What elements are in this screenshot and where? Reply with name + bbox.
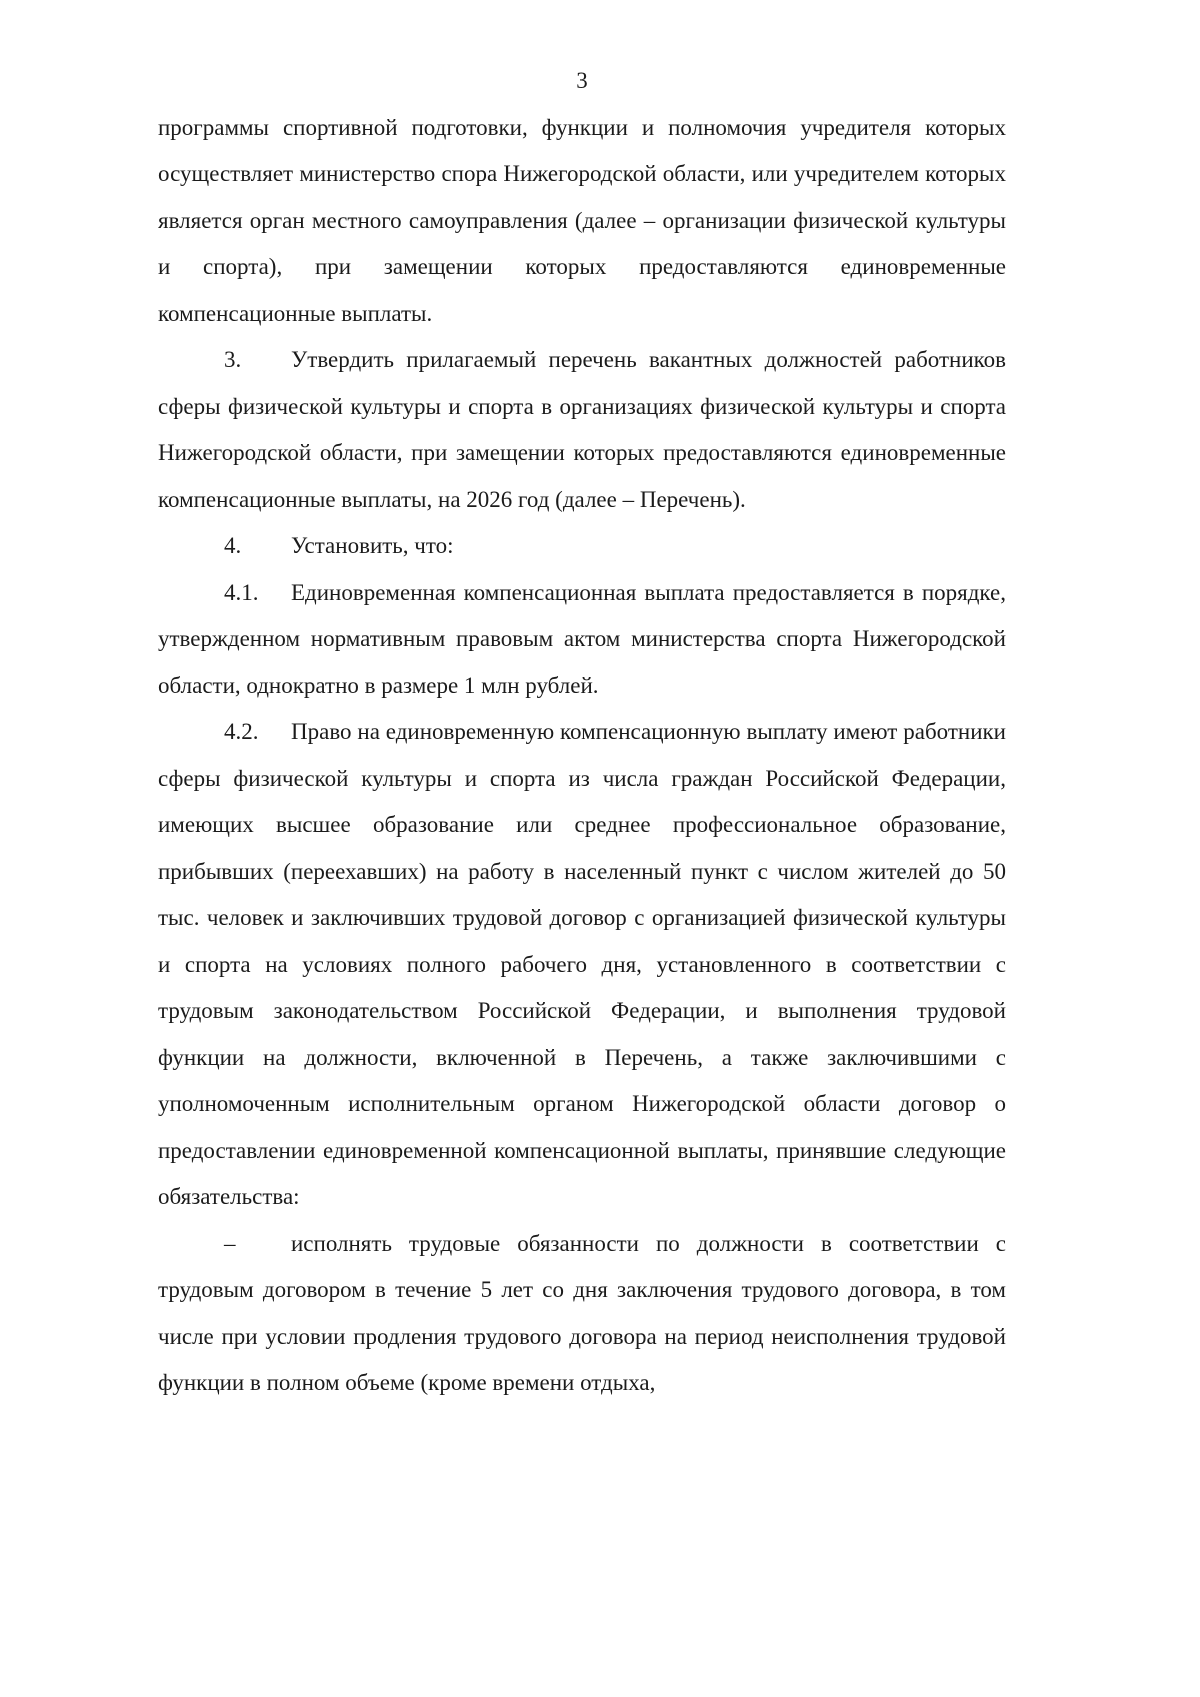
- paragraph-text: исполнять трудовые обязанности по должности в соответствии с трудовым договором в течение 5 лет со дня заключения трудового договора, в том числе при условии продления трудового договора на период неисполнения трудовой функции в полном объеме (кроме времени отдыха,: [158, 1230, 1006, 1395]
- paragraph-number: 3.: [224, 347, 242, 372]
- paragraph-number: 4.: [224, 533, 242, 558]
- paragraph-number: 4.1.: [224, 579, 259, 605]
- page-number: 3: [576, 68, 588, 93]
- paragraph: [158, 337, 1006, 523]
- paragraph: [158, 105, 1006, 338]
- paragraph: [158, 709, 1006, 1221]
- paragraph-text: Право на единовременную компенсационную выплату имеют работники сферы физической культуры и спорта из числа граждан Российской Федерации, имеющих высшее образование или среднее профессиональное образование, прибывших (переехавших) на работу в населенный пункт с числом жителей до 50 тыс. человек и заключивших трудовой договор с организацией физической культуры и спорта на условиях полного рабочего дня, установленного в соответствии с трудовым законодательством Российской Федерации, и выполнения трудовой функции на должности, включенной в Перечень, а также заключившими с уполномоченным исполнительным органом Нижегородской области договор о предоставлении единовременной компенсационной выплаты, принявшие следующие обязательства:: [158, 719, 1006, 1209]
- document-body: [158, 105, 1006, 1407]
- paragraph-text: Установить, что:: [291, 533, 454, 558]
- paragraph-text: программы спортивной подготовки, функции и полномочия учредителя которых осуществляет министерство спора Нижегородской области, или учредителем которых является орган местного самоуправления (далее – организации физической культуры и спорта), при замещении которых предоставляются единовременные компенсационные выплаты.: [158, 114, 1006, 326]
- paragraph-text: Утвердить прилагаемый перечень вакантных должностей работников сферы физической культуры и спорта в организациях физической культуры и спорта Нижегородской области, при замещении которых предоставляются единовременные компенсационные выплаты, на 2026 год (далее – Перечень).: [158, 347, 1006, 512]
- paragraph: [158, 1221, 1006, 1407]
- paragraph-number: 4.2.: [224, 719, 259, 744]
- paragraph: [158, 570, 1006, 710]
- paragraph-number: –: [224, 1230, 236, 1256]
- paragraph: [158, 523, 1006, 570]
- paragraph-text: Единовременная компенсационная выплата предоставляется в порядке, утвержденном нормативным правовым актом министерства спорта Нижегородской области, однократно в размере 1 млн рублей.: [158, 579, 1006, 698]
